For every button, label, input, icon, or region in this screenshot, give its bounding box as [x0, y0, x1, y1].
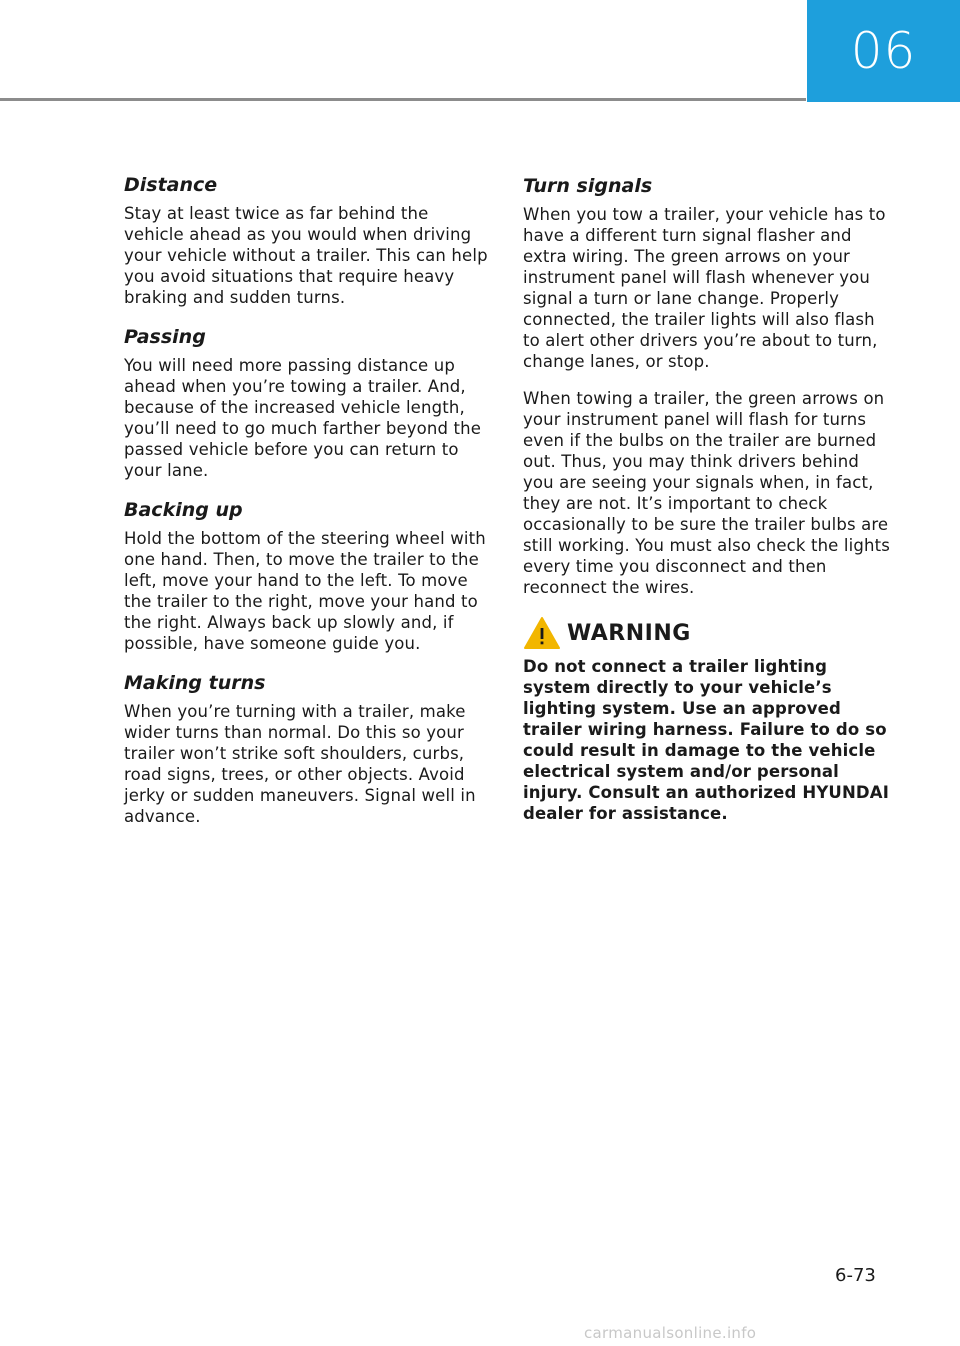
- section-turn-signals: [523, 173, 891, 598]
- section-paragraph: You will need more passing distance up ahead when you’re towing a trailer. And, because of the increased vehicle length, you’ll need to go much farther beyond the passed vehicle before you can return to your lane.: [124, 356, 482, 480]
- warning-box: [523, 616, 891, 824]
- chapter-number: 06: [850, 22, 917, 80]
- section-heading: Distance: [124, 174, 218, 196]
- section-paragraph: When towing a trailer, the green arrows on your instrument panel will flash for turns even if the bulbs on the trailer are burned out. Thus, you may think drivers behind you are seeing your signals when, in fact, they are not. It’s important to check occasionally to be sure the trailer bulbs are still working. You must also check the lights every time you disconnect and then reconnect the wires.: [523, 389, 890, 597]
- left-column: [124, 172, 492, 843]
- right-column: [523, 173, 891, 824]
- section-backing-up: [124, 497, 492, 654]
- section-paragraph: When you tow a trailer, your vehicle has to have a different turn signal flasher and extra wiring. The green arrows on your instrument panel will flash whenever you signal a turn or lane change. Properly connected, the trailer lights will also flash to alert other drivers you’re about to turn, change lanes, or stop.: [523, 205, 886, 371]
- warning-header: [523, 616, 891, 650]
- section-heading: Passing: [124, 326, 206, 348]
- warning-triangle-icon: [523, 616, 561, 650]
- chapter-tab: [807, 0, 960, 102]
- section-paragraph: Stay at least twice as far behind the vehicle ahead as you would when driving your vehicle without a trailer. This can help you avoid situations that require heavy braking and sudden turns.: [124, 204, 488, 307]
- page-number: 6-73: [835, 1265, 876, 1286]
- section-heading: Turn signals: [523, 175, 653, 197]
- section-making-turns: [124, 670, 492, 827]
- section-heading: Backing up: [124, 499, 243, 521]
- section-distance: [124, 172, 492, 308]
- section-paragraph: When you’re turning with a trailer, make wider turns than normal. Do this so your trailer won’t strike soft shoulders, curbs, road signs, trees, or other objects. Avoid jerky or sudden maneuvers. Signal well in advance.: [124, 702, 476, 826]
- watermark: carmanualsonline.info: [584, 1324, 757, 1342]
- section-heading: Making turns: [124, 672, 266, 694]
- warning-text: Do not connect a trailer lighting system directly to your vehicle’s lighting system. Use an approved trailer wiring harness. Failure to do so could result in damage to the vehicle electrical system and/or personal injury. Consult an authorized HYUNDAI dealer for assistance.: [523, 657, 889, 823]
- warning-title: WARNING: [567, 620, 691, 646]
- section-passing: [124, 324, 492, 481]
- header-rule: [0, 98, 806, 101]
- section-paragraph: Hold the bottom of the steering wheel with one hand. Then, to move the trailer to the left, move your hand to the left. To move the trailer to the right, move your hand to the right. Always back up slowly and, if possible, have someone guide you.: [124, 529, 486, 653]
